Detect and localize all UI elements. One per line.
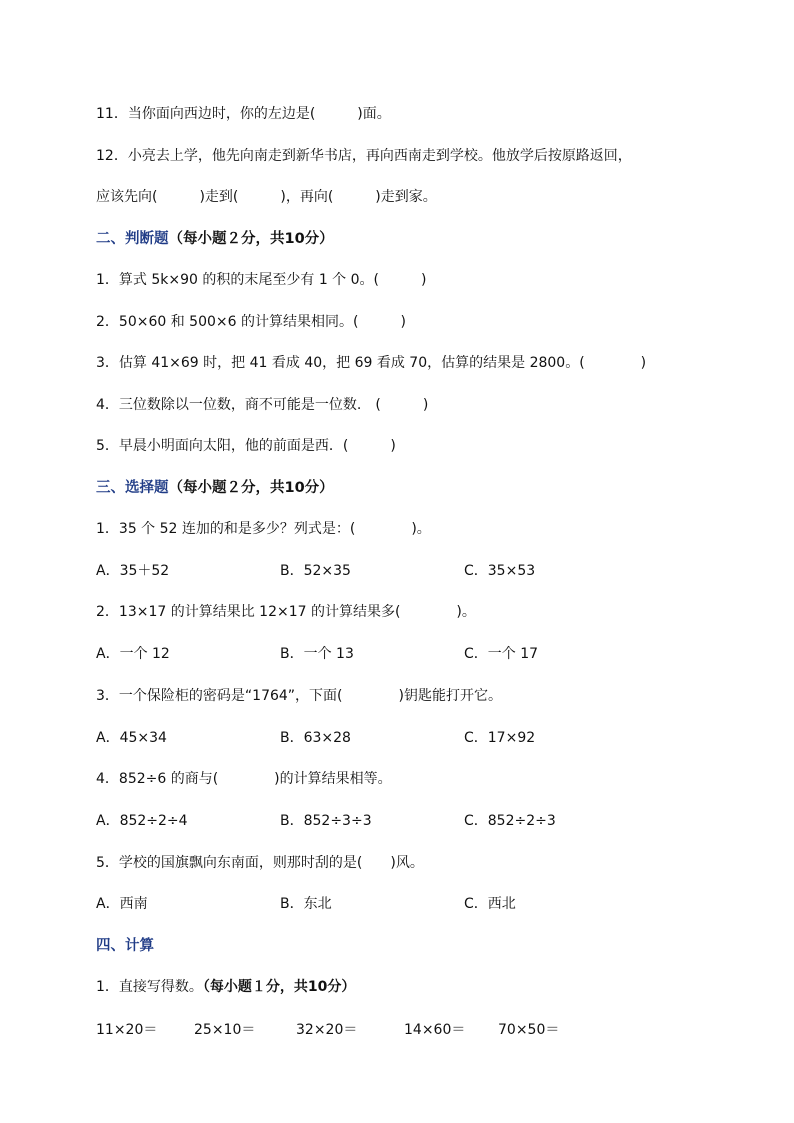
choice-question-5: 5．学校的国旗飘向东南面，则那时刮的是( )风。	[96, 855, 424, 871]
calc-expression-4: 14×60＝	[404, 1022, 466, 1038]
fill-item-11: 11．当你面向西边时，你的左边是( )面。	[96, 106, 391, 122]
choice-question-3: 3．一个保险柜的密码是“1764”，下面( )钥匙能打开它。	[96, 688, 502, 704]
choice-question-2: 2．13×17 的计算结果比 12×17 的计算结果多( )。	[96, 604, 476, 620]
judgment-item-5: 5．早晨小明面向太阳，他的前面是西．( )	[96, 438, 396, 454]
judgment-item-4: 4．三位数除以一位数，商不可能是一位数. ( )	[96, 397, 429, 413]
section-heading-calculation: 四、计算	[96, 938, 154, 954]
calc-expression-2: 25×10＝	[194, 1022, 256, 1038]
choice-option-c: C．35×53	[464, 563, 536, 579]
calc-expression-1: 11×20＝	[96, 1022, 158, 1038]
judgment-item-1: 1．算式 5k×90 的积的末尾至少有 1 个 0。( )	[96, 272, 427, 288]
choice-option-b: B．852÷3÷3	[280, 813, 372, 829]
subheading-note: （每小题１分，共10分）	[202, 979, 356, 995]
section-heading-judgment	[96, 229, 334, 249]
choice-option-c: C．17×92	[464, 730, 536, 746]
choice-question-1: 1．35 个 52 连加的和是多少？列式是：( )。	[96, 521, 431, 537]
calc-expression-3: 32×20＝	[296, 1022, 358, 1038]
subheading-text: 1．直接写得数。	[96, 979, 203, 995]
choice-option-b: B．东北	[280, 896, 332, 912]
choice-option-a: A．852÷2÷4	[96, 813, 188, 829]
calculation-subheading	[96, 977, 355, 997]
section-heading-choice	[96, 478, 334, 498]
fill-item-12-continued: 应该先向( )走到( )，再向( )走到家。	[96, 189, 437, 205]
choice-option-c: C．西北	[464, 896, 516, 912]
judgment-item-2: 2．50×60 和 500×6 的计算结果相同。( )	[96, 314, 406, 330]
fill-item-12: 12．小亮去上学，他先向南走到新华书店，再向西南走到学校。他放学后按原路返回，	[96, 148, 632, 164]
choice-option-c: C．852÷2÷3	[464, 813, 556, 829]
choice-option-b: B．52×35	[280, 563, 351, 579]
choice-option-a: A．一个 12	[96, 646, 170, 662]
choice-option-c: C．一个 17	[464, 646, 539, 662]
choice-question-4: 4．852÷6 的商与( )的计算结果相等。	[96, 771, 392, 787]
calc-expression-5: 70×50＝	[498, 1022, 560, 1038]
section-title: 二、判断题	[96, 231, 169, 247]
choice-option-b: B．63×28	[280, 730, 351, 746]
judgment-item-3: 3．估算 41×69 时，把 41 看成 40，把 69 看成 70，估算的结果是 2800。( )	[96, 355, 647, 371]
choice-option-b: B．一个 13	[280, 646, 354, 662]
section-title: 三、选择题	[96, 480, 169, 496]
choice-option-a: A．西南	[96, 896, 148, 912]
choice-option-a: A．45×34	[96, 730, 167, 746]
section-note: （每小题２分，共10分）	[168, 231, 334, 247]
choice-option-a: A．35＋52	[96, 563, 170, 579]
section-note: （每小题２分，共10分）	[168, 480, 334, 496]
